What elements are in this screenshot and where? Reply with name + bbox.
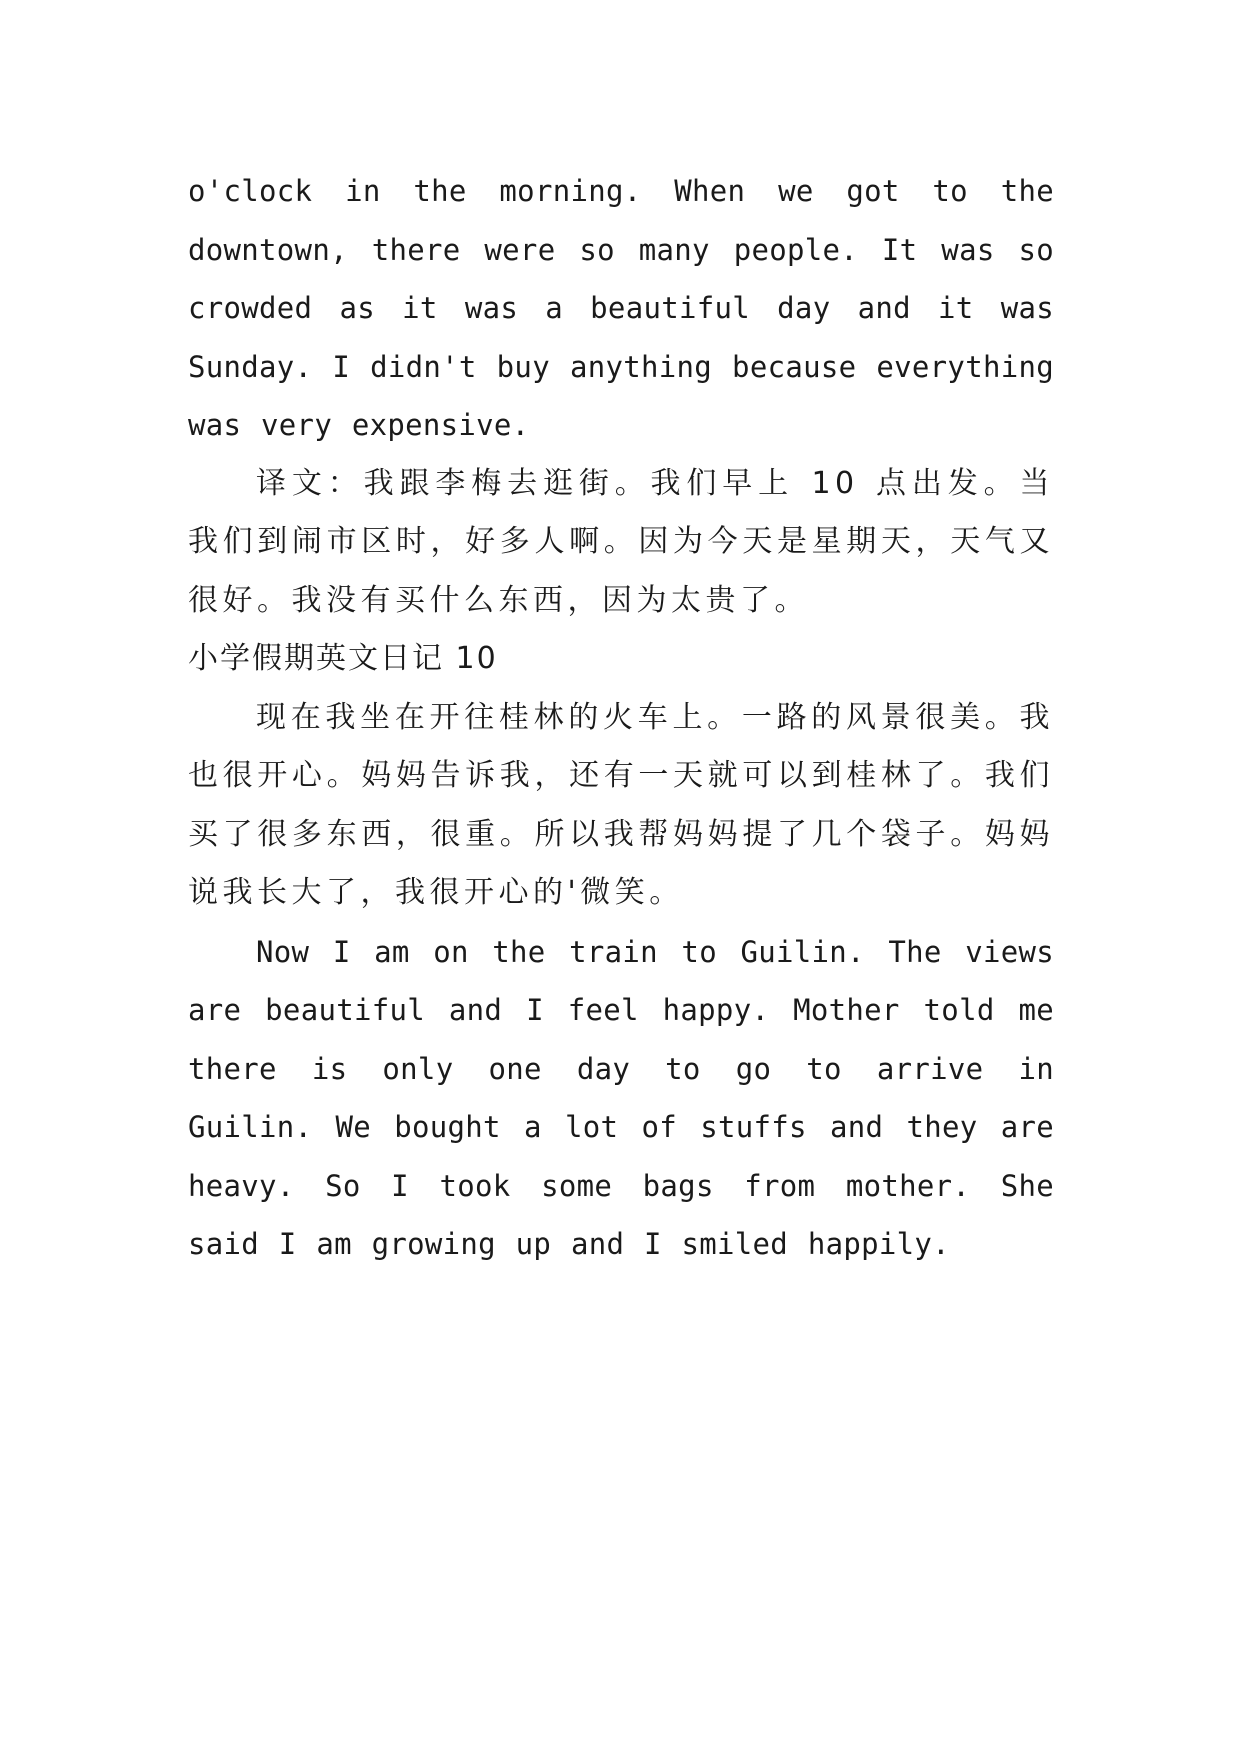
diary-heading-10: 小学假期英文日记 10 bbox=[188, 641, 498, 676]
paragraph-english-diary: Now I am on the train to Guilin. The views are beautiful and I feel happy. Mother told me there is only one day to go to arrive in Guilin. We bought a lot of stuffs and they are heavy. So I took some bags from mother. She said I am growing up and I smiled happily. bbox=[188, 934, 1054, 1261]
paragraph-chinese-diary: 现在我坐在开往桂林的火车上。一路的风景很美。我也很开心。妈妈告诉我，还有一天就可以到桂林了。我们买了很多东西，很重。所以我帮妈妈提了几个袋子。妈妈说我长大了，我很开心的'微笑。 bbox=[188, 699, 1054, 910]
paragraph-english-continued: o'clock in the morning. When we got to the downtown, there were so many people. It was so crowded as it was a beautiful day and it was Sunday. I didn't buy anything because everything was very expensive. bbox=[188, 174, 1054, 442]
document-body bbox=[188, 162, 1054, 1274]
paragraph-translation: 译文：我跟李梅去逛街。我们早上 10 点出发。当我们到闹市区时，好多人啊。因为今天是星期天，天气又很好。我没有买什么东西，因为太贵了。 bbox=[188, 465, 1054, 618]
